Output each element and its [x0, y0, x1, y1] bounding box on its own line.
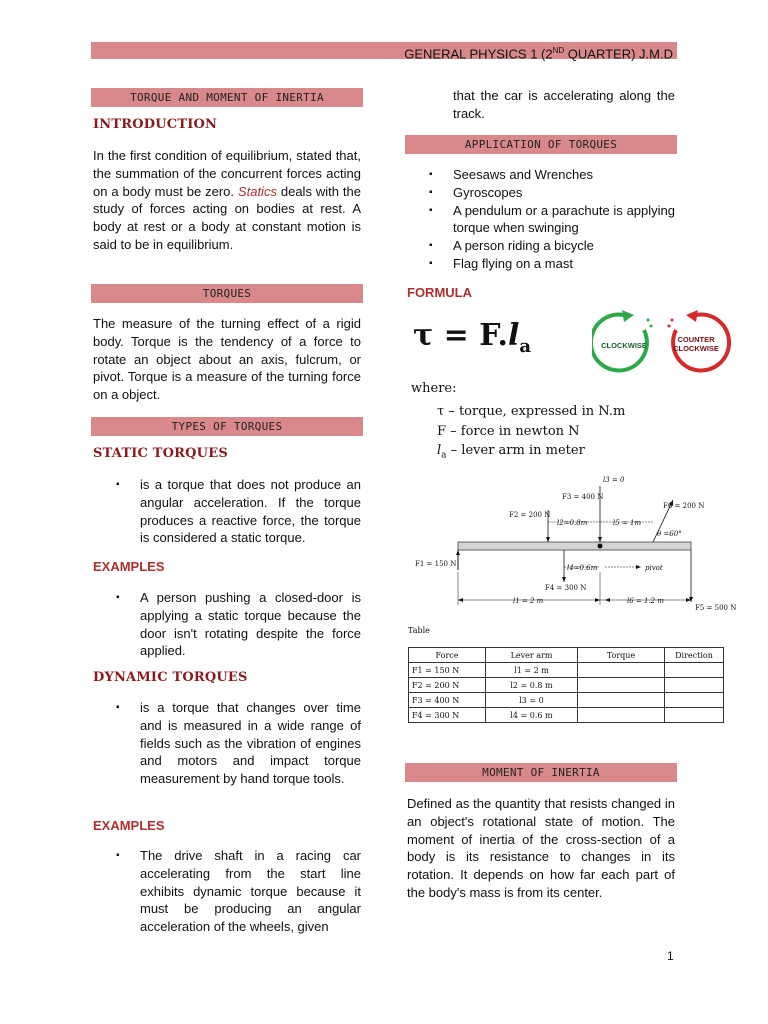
where-label: where: — [411, 381, 457, 396]
rotation-direction-icons — [592, 306, 732, 378]
static-example-item: ▪ A person pushing a closed-door is applying a static torque because the door isn't rotating despite the force applied. — [140, 589, 361, 660]
cell: l1 = 2 m — [486, 663, 578, 678]
col-lever-arm: Lever arm — [486, 648, 578, 663]
pivot-point — [598, 544, 603, 549]
label-pivot: pivot — [645, 564, 663, 572]
label-l1: l1 = 2 m — [513, 597, 544, 605]
table-row — [409, 678, 724, 693]
section-title-torque-moment: TORQUE AND MOMENT OF INERTIA — [91, 88, 363, 107]
cell: F3 = 400 N — [409, 693, 486, 708]
section-title-types-of-torques: TYPES OF TORQUES — [91, 417, 363, 436]
page-number: 1 — [667, 949, 674, 963]
torque-formula: $\tau = F.l_a$ — [413, 318, 532, 357]
dynamic-torques-list — [140, 699, 361, 788]
label-f2: F2 = 200 N — [509, 511, 551, 519]
where-lever-arm: $l_a$ – lever arm in meter — [437, 443, 585, 461]
cell: l2 = 0.8 m — [486, 678, 578, 693]
table-row — [409, 708, 724, 723]
cell — [578, 663, 665, 678]
cell: F1 = 150 N — [409, 663, 486, 678]
table-row — [409, 693, 724, 708]
dynamic-example-item: ▪ The drive shaft in a racing car accelerating from the start line exhibits dynamic torque because it must be producing an angular acceleration of the wheels, given — [140, 847, 361, 936]
application-item: ▪ Flag flying on a mast — [453, 255, 675, 273]
table-row — [409, 663, 724, 678]
cell — [578, 693, 665, 708]
cell: F4 = 300 N — [409, 708, 486, 723]
counter-clockwise-icon — [668, 310, 730, 370]
application-item: ▪ A person riding a bicycle — [453, 237, 675, 255]
dynamic-torques-definition: ▪ is a torque that changes over time and is measured in a wide range of fields such as the vibration of engines and motors and impact torque measurement by hand torque tools. — [140, 699, 361, 788]
col-torque: Torque — [578, 648, 665, 663]
cell — [665, 708, 724, 723]
static-torques-definition: ▪ is a torque that does not produce an angular acceleration. If the torque produces a reactive force, the torque is considered a static torque. — [140, 476, 361, 547]
col-force: Force — [409, 648, 486, 663]
cell — [665, 693, 724, 708]
introduction-heading: INTRODUCTION — [93, 117, 218, 132]
label-l6: l6 = 1.2 m — [627, 597, 665, 605]
label-f4: F4 = 300 N — [545, 584, 587, 592]
where-force: F – force in newton N — [437, 424, 580, 439]
dynamic-examples-list — [140, 847, 361, 936]
introduction-paragraph: In the first condition of equilibrium, stated that, the summation of the concurrent forces acting on a body must be zero. Statics deals with the study of forces acting on bodies at rest. A body at rest or a body at constant motion is said to be in equilibrium. — [93, 148, 361, 252]
header-title: GENERAL PHYSICS 1 (2ND QUARTER) J.M.D — [404, 46, 673, 62]
torque-table — [408, 647, 724, 723]
cell — [665, 678, 724, 693]
cell — [578, 708, 665, 723]
label-l5: l5 = 1m — [613, 519, 642, 527]
counter-label-2: CLOCKWISE — [673, 344, 719, 353]
lever-force-diagram — [405, 470, 737, 620]
torques-definition: The measure of the turning effect of a rigid body. Torque is the tendency of a force to rotate an object about an axis, fulcrum, or pivot. Torque is a measure of the turning force on a object. — [93, 316, 361, 403]
application-item: ▪ Gyroscopes — [453, 184, 675, 202]
static-torques-heading: STATIC TORQUES — [93, 446, 228, 461]
dynamic-torques-heading: DYNAMIC TORQUES — [93, 670, 248, 685]
cell: l3 = 0 — [486, 693, 578, 708]
cell — [665, 663, 724, 678]
examples-label-1: EXAMPLES — [93, 559, 165, 574]
application-item: ▪ Seesaws and Wrenches — [453, 166, 675, 184]
section-title-torques: TORQUES — [91, 284, 363, 303]
section-title-application: APPLICATION OF TORQUES — [405, 135, 677, 154]
table-label: Table — [408, 626, 430, 635]
lever-beam — [458, 542, 691, 550]
label-f6: F6 = 200 N — [663, 502, 705, 510]
continued-example-text: that the car is accelerating along the track. — [453, 88, 675, 121]
cell: F2 = 200 N — [409, 678, 486, 693]
clockwise-label: CLOCKWISE — [601, 341, 647, 350]
col-direction: Direction — [665, 648, 724, 663]
clockwise-icon — [592, 310, 653, 370]
application-list — [453, 166, 675, 273]
cell: l4 = 0.6 m — [486, 708, 578, 723]
label-f5: F5 = 500 N — [695, 604, 737, 612]
cell — [578, 678, 665, 693]
static-examples-list — [140, 589, 361, 660]
moment-of-inertia-definition: Defined as the quantity that resists changed in an object's rotational state of motion. The moment of inertia of the cross-section of a body is its resistance to changes in its rotation. It depends on how far each part of the body's mass is from its center. — [407, 796, 675, 900]
counter-label-1: COUNTER — [677, 335, 715, 344]
label-f3: F3 = 400 N — [562, 493, 604, 501]
where-tau: τ – torque, expressed in N.m — [437, 404, 626, 419]
table-header-row — [409, 648, 724, 663]
static-torques-list — [140, 476, 361, 547]
label-l3: l3 = 0 — [603, 476, 625, 484]
label-l2: l2=0.8m — [557, 519, 588, 527]
section-title-moment-of-inertia: MOMENT OF INERTIA — [405, 763, 677, 782]
header-bar — [91, 42, 677, 62]
application-item: ▪ A pendulum or a parachute is applying torque when swinging — [453, 202, 675, 238]
examples-label-2: EXAMPLES — [93, 818, 165, 833]
label-theta: θ =60° — [657, 530, 682, 538]
label-f1: F1 = 150 N — [415, 560, 457, 568]
formula-label: FORMULA — [407, 285, 472, 300]
label-l4: l4=0.6m — [567, 564, 598, 572]
